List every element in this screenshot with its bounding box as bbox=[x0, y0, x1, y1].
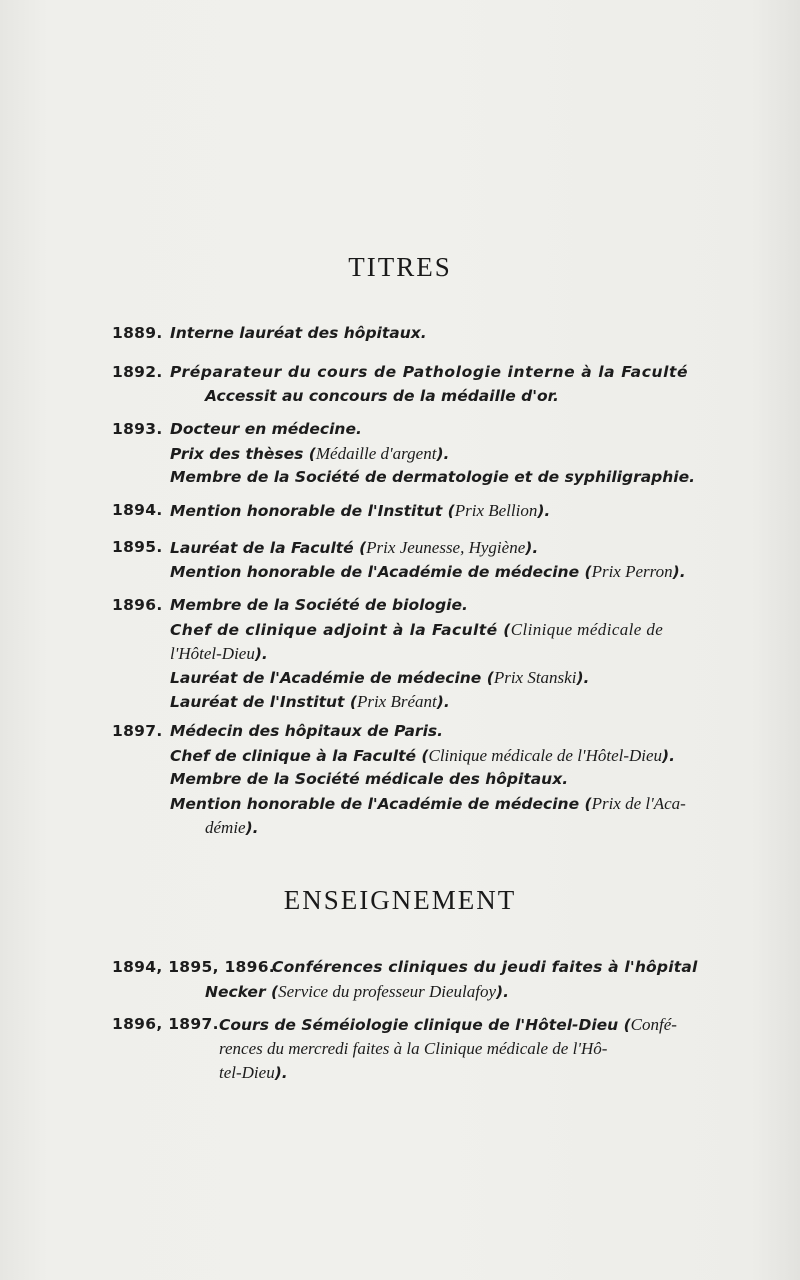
entry-line: Prix des thèses (Médaille d'argent). bbox=[170, 444, 450, 463]
entry-year: 1889. bbox=[112, 324, 163, 342]
entry-line: Chef de clinique à la Faculté (Clinique médicale de l'Hôtel-Dieu). bbox=[170, 746, 676, 765]
entry-year: 1896. bbox=[112, 596, 163, 614]
entry-line: Accessit au concours de la médaille d'or. bbox=[205, 387, 559, 405]
entry-years: 1894, 1895, 1896. bbox=[112, 958, 275, 976]
entry-line: Membre de la Société médicale des hôpitaux. bbox=[170, 770, 569, 788]
entry-line: Conférences cliniques du jeudi faites à l'hôpital bbox=[272, 958, 698, 976]
entry-years: 1896, 1897. bbox=[112, 1015, 219, 1033]
entry-year: 1897. bbox=[112, 722, 163, 740]
entry-year: 1894. bbox=[112, 501, 163, 519]
entry-line: Préparateur du cours de Pathologie interne à la Faculté bbox=[170, 363, 689, 381]
entry-year: 1895. bbox=[112, 538, 163, 556]
entry-line: rences du mercredi faites à la Clinique médicale de l'Hô- bbox=[219, 1039, 608, 1058]
entry-line: Médecin des hôpitaux de Paris. bbox=[170, 722, 443, 740]
entry-line: Mention honorable de l'Académie de médecine (Prix Perron). bbox=[170, 562, 686, 581]
entry-line: Chef de clinique adjoint à la Faculté (Clinique médicale de bbox=[170, 620, 664, 639]
entry-line: l'Hôtel-Dieu). bbox=[170, 644, 268, 663]
entry-line: Docteur en médecine. bbox=[170, 420, 362, 438]
entry-line: Lauréat de la Faculté (Prix Jeunesse, Hygiène). bbox=[170, 538, 539, 557]
entry-line: Cours de Séméiologie clinique de l'Hôtel-Dieu (Confé- bbox=[219, 1015, 677, 1034]
titres-heading: TITRES bbox=[348, 252, 452, 282]
entry-line: Mention honorable de l'Institut (Prix Bellion). bbox=[170, 501, 551, 520]
entry-line: Interne lauréat des hôpitaux. bbox=[170, 324, 427, 342]
entry-year: 1893. bbox=[112, 420, 163, 438]
entry-line: Membre de la Société de biologie. bbox=[170, 596, 468, 614]
entry-line: démie). bbox=[205, 818, 259, 837]
entry-year: 1892. bbox=[112, 363, 163, 381]
entry-line: Membre de la Société de dermatologie et de syphiligraphie. bbox=[170, 468, 696, 486]
entry-line: Necker (Service du professeur Dieulafoy). bbox=[205, 982, 510, 1001]
enseignement-heading: ENSEIGNEMENT bbox=[283, 885, 517, 915]
entry-line: tel-Dieu). bbox=[219, 1063, 288, 1082]
entry-line: Lauréat de l'Institut (Prix Bréant). bbox=[170, 692, 450, 711]
entry-line: Lauréat de l'Académie de médecine (Prix Stanski). bbox=[170, 668, 590, 687]
entry-line: Mention honorable de l'Académie de médecine (Prix de l'Aca- bbox=[170, 794, 686, 813]
